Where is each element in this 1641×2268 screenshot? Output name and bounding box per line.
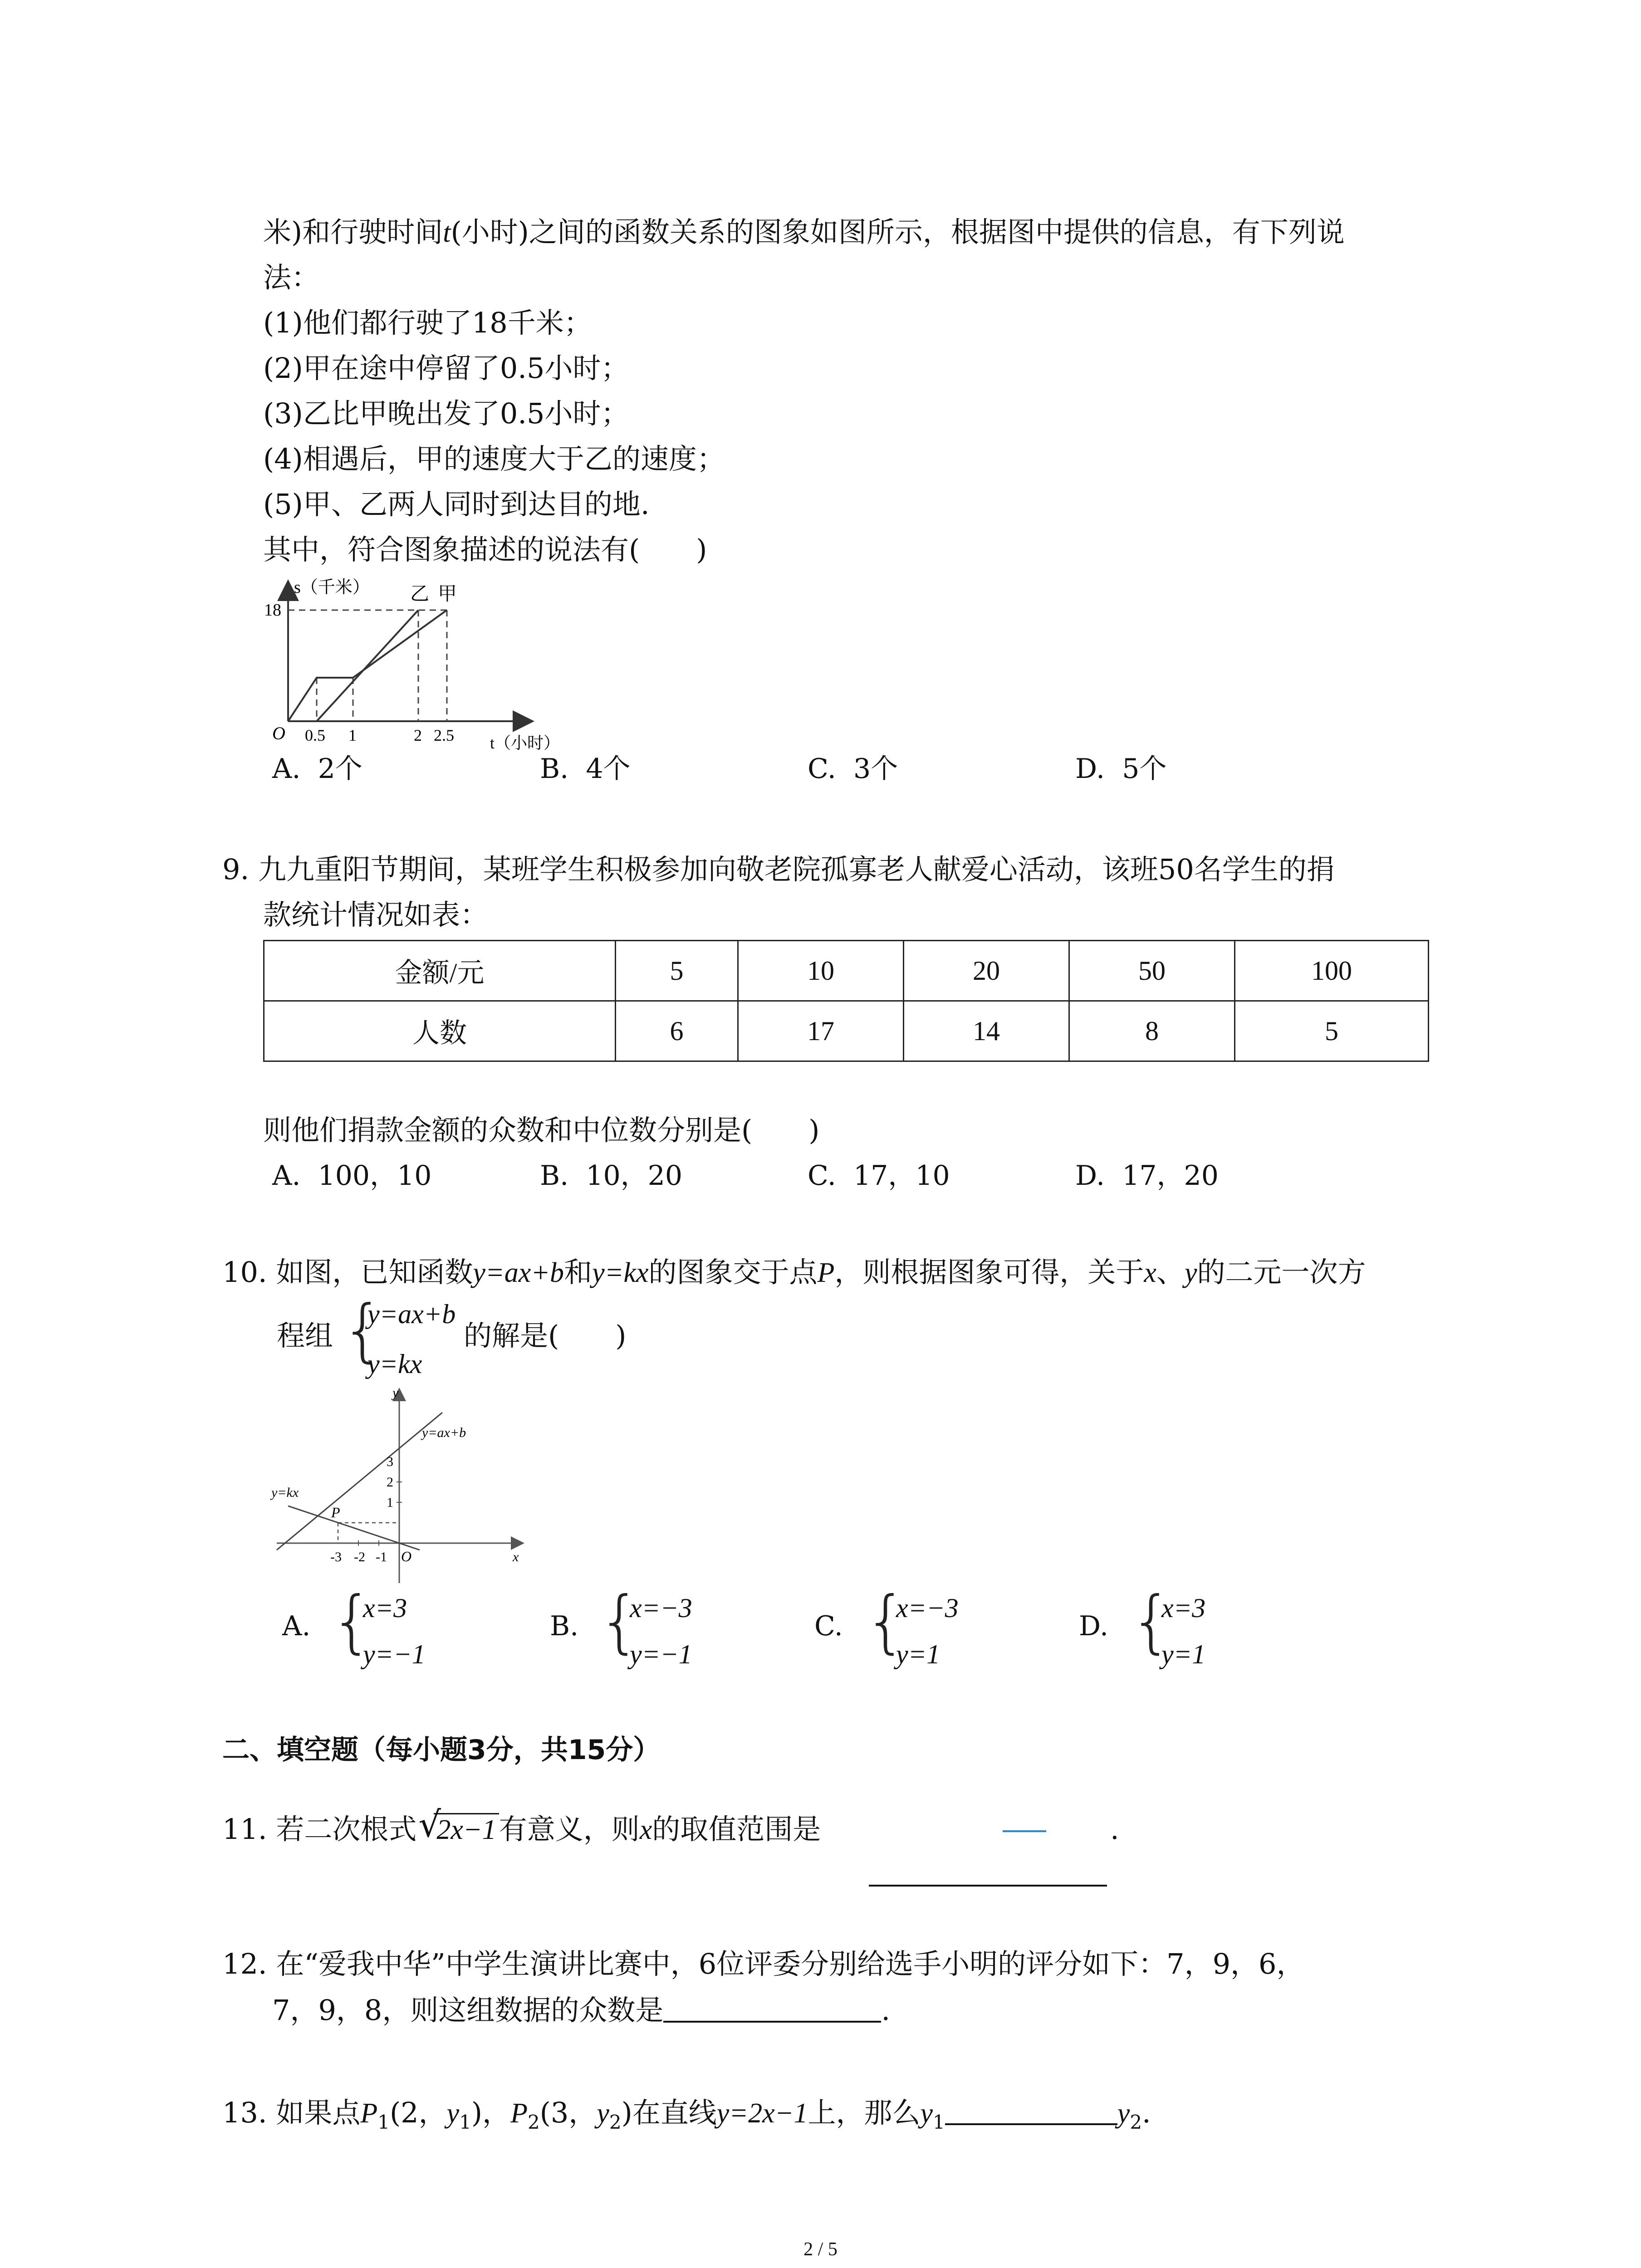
q10-stem-line2-a: 程组	[277, 1319, 333, 1352]
q8-origin-label: O	[272, 723, 285, 743]
table-cell: 100	[1235, 941, 1429, 1001]
table-row	[264, 941, 1429, 1001]
q8-x-tick-2-5: 2.5	[434, 726, 454, 744]
table-cell: 17	[738, 1001, 904, 1061]
q10-option-b-y: y=−1	[630, 1639, 692, 1669]
q8-stem-line1	[263, 214, 1345, 251]
table-cell: 50	[1069, 941, 1235, 1001]
q8-option-a[interactable]: A. 2个	[272, 753, 362, 785]
q8-distance-time-graph	[254, 574, 581, 751]
q10-stem-line2-b: 的解是( )	[464, 1319, 627, 1352]
q8-stem-text-a: 米)和行驶时间	[263, 215, 443, 249]
table-cell: 8	[1069, 1001, 1235, 1061]
q9-stem-line2: 款统计情况如表：	[263, 898, 489, 931]
q11-number: 11.	[222, 1813, 267, 1846]
q8-label-jia: 甲	[438, 584, 457, 605]
q10-option-b-x: x=−3	[630, 1593, 692, 1623]
q8-statement-4: (4)相遇后，甲的速度大于乙的速度；	[263, 442, 725, 475]
q8-yi-line	[317, 610, 418, 721]
q11-answer-blank[interactable]	[869, 1885, 1107, 1887]
table-cell: 14	[904, 1001, 1069, 1061]
q10-system-brace: {	[341, 1291, 385, 1370]
q10-system-eq1: y=ax+b	[367, 1299, 456, 1329]
q8-option-c[interactable]: C. 3个	[808, 753, 898, 785]
q10-x-tick-neg3: -3	[330, 1549, 342, 1564]
q10-y-tick-2: 2	[387, 1475, 393, 1490]
section-2-heading: 二、填空题（每小题3分，共15分）	[222, 1734, 661, 1766]
q10-origin-label: O	[401, 1548, 412, 1564]
q12-line2: 7，9，8，则这组数据的众数是 .	[272, 1994, 891, 2027]
q10-x-tick-neg2: -2	[354, 1549, 365, 1564]
q10-y-tick-3: 3	[387, 1454, 393, 1469]
q10-y-label: y	[392, 1385, 399, 1400]
q11-blue-dash	[1003, 1830, 1046, 1832]
q10-option-d-x: x=3	[1161, 1593, 1206, 1623]
q13-answer-blank[interactable]	[945, 2096, 1117, 2125]
q11-end-period: .	[1110, 1813, 1119, 1846]
page-number: 2 / 5	[803, 2239, 838, 2260]
table-row	[264, 1001, 1429, 1061]
q8-x-axis-label: t（小时）	[490, 734, 560, 751]
q8-y-axis-label: s（千米）	[294, 578, 370, 597]
q9-stem-line1: 9. 九九重阳节期间，某班学生积极参加向敬老院孤寡老人献爱心活动，该班50名学生的捐	[222, 853, 1335, 886]
q8-stem-text-b: (小时)之间的函数关系的图象如图所示，根据图中提供的信息，有下列说	[451, 215, 1345, 249]
q9-option-a[interactable]: A. 100，10	[272, 1160, 432, 1192]
q10-option-a-x: x=3	[363, 1593, 407, 1623]
q8-statement-3: (3)乙比甲晚出发了0.5小时；	[263, 397, 629, 430]
exam-page: 米)和行驶时间t(小时)之间的函数关系的图象如图所示，根据图中提供的信息，有下列说 法： (1)他们都行驶了18千米； (2)甲在途中停留了0.5小时； (3)乙比甲晚出发了0.5小时； (4)相遇后，甲的速度大于乙的速度； (5)甲、乙两人同时到达目的地. 其中，符合图象描述的说法有( ) s（千米） 18 O 0.5 1 2 2.5 t（小时） 乙 甲 A. 2个 B. 4个 C. 3个 D. 5个 9. 九九重阳节期间，某班学生积极参加向敬老院孤寡老人献爱心活动，该班50名学生的捐 款统计情况如表： 金额/元 5 10 20 50 100 人数 6 17 14 8 5 则他们捐款金额的众数和中位数分别是( ) A. 100，10 B. 10，20 C. 17，10 D. 17，20 10. 如图，已知函数y=ax+b和y=kx的图象交于点P，则根据图象可得，关于x、y的二元一次方 程组 { y=ax+b y=kx 的解是( ) y=ax+b y=kx P y x O -3 -2 -1 3 2 1 A. { x=3 y=−1 B. { x=−3 y=−1 C. { x=−3 y=1 D. { x=3 y=1 二、填空题（每小题3分，共15分） 11. 若二次根式 √ 2x−1有意义，则x的取值范围是 . 12. 在“爱我中华”中学生演讲比赛中，6位评委分别给选手小明的评分如下：7，9，6， 7，9，8，则这组数据的众数是 . 13. 如果点$P_1(2$，$y_1$)，$P_2(3$，$y_2$)在直线y=2x−1上，那么$y_1$ $y_2$. 2 / 5	[0, 0, 1641, 2268]
q8-x-tick-0-5: 0.5	[305, 726, 325, 744]
sqrt-icon: √	[418, 1804, 441, 1845]
q11-radical: √ 2x−1	[418, 1811, 499, 1848]
q9-number: 9.	[222, 853, 250, 886]
q9-option-b[interactable]: B. 10，20	[540, 1160, 683, 1192]
q9-option-d[interactable]: D. 17，20	[1075, 1160, 1219, 1192]
q8-statement-1: (1)他们都行驶了18千米；	[263, 306, 592, 339]
q10-system-eq2: y=kx	[367, 1349, 422, 1379]
q9-option-c[interactable]: C. 17，10	[808, 1160, 950, 1192]
q13-stem: 13. 如果点$P_1(2$，$y_1$)，$P_2(3$，$y_2$)在直线y=2x−1上，那么$y_1$ $y_2$.	[222, 2096, 1151, 2133]
q11-stem: 11. 若二次根式 √ 2x−1有意义，则x的取值范围是	[222, 1811, 821, 1848]
q10-stem-line1: 10. 如图，已知函数y=ax+b和y=kx的图象交于点P，则根据图象可得，关于x、y的二元一次方	[222, 1256, 1366, 1289]
q12-number: 12.	[222, 1947, 267, 1980]
q8-statement-5: (5)甲、乙两人同时到达目的地.	[263, 488, 650, 521]
q8-option-b[interactable]: B. 4个	[540, 753, 631, 785]
q10-number: 10.	[222, 1256, 267, 1289]
table-header-cell: 金额/元	[264, 941, 616, 1001]
q10-y-tick-1: 1	[387, 1495, 393, 1510]
q8-statement-2: (2)甲在途中停留了0.5小时；	[263, 352, 629, 385]
table-cell: 5	[1235, 1001, 1429, 1061]
q10-line1-label: y=ax+b	[422, 1425, 466, 1440]
table-header-cell: 人数	[264, 1001, 616, 1061]
q8-x-tick-2: 2	[414, 726, 422, 744]
q10-point-label: P	[331, 1504, 340, 1520]
q8-option-d[interactable]: D. 5个	[1075, 753, 1167, 785]
q9-question: 则他们捐款金额的众数和中位数分别是( )	[263, 1114, 820, 1147]
q10-option-c-y: y=1	[896, 1639, 941, 1669]
q10-option-a-y: y=−1	[363, 1639, 426, 1669]
q10-option-d-y: y=1	[1161, 1639, 1206, 1669]
q8-label-yi: 乙	[410, 584, 430, 605]
q8-var-t: t	[443, 217, 451, 248]
q13-number: 13.	[222, 2096, 267, 2129]
q8-question: 其中，符合图象描述的说法有( )	[263, 533, 707, 566]
q10-x-label: x	[513, 1549, 519, 1564]
q8-stem-line2: 法：	[263, 261, 320, 294]
table-cell: 5	[616, 941, 738, 1001]
q10-linear-functions-graph	[268, 1383, 535, 1588]
q8-y-tick-18: 18	[264, 601, 281, 620]
q12-answer-blank[interactable]	[663, 1994, 881, 2023]
q10-x-tick-neg1: -1	[376, 1549, 387, 1564]
q10-option-c-x: x=−3	[896, 1593, 959, 1623]
q8-x-tick-1: 1	[348, 726, 357, 744]
q9-donation-table	[263, 940, 1429, 1062]
table-cell: 20	[904, 941, 1069, 1001]
q10-line2-label: y=kx	[271, 1485, 299, 1500]
table-cell: 6	[616, 1001, 738, 1061]
q12-line1: 12. 在“爱我中华”中学生演讲比赛中，6位评委分别给选手小明的评分如下：7，9，6，	[222, 1947, 1305, 1980]
table-cell: 10	[738, 941, 904, 1001]
